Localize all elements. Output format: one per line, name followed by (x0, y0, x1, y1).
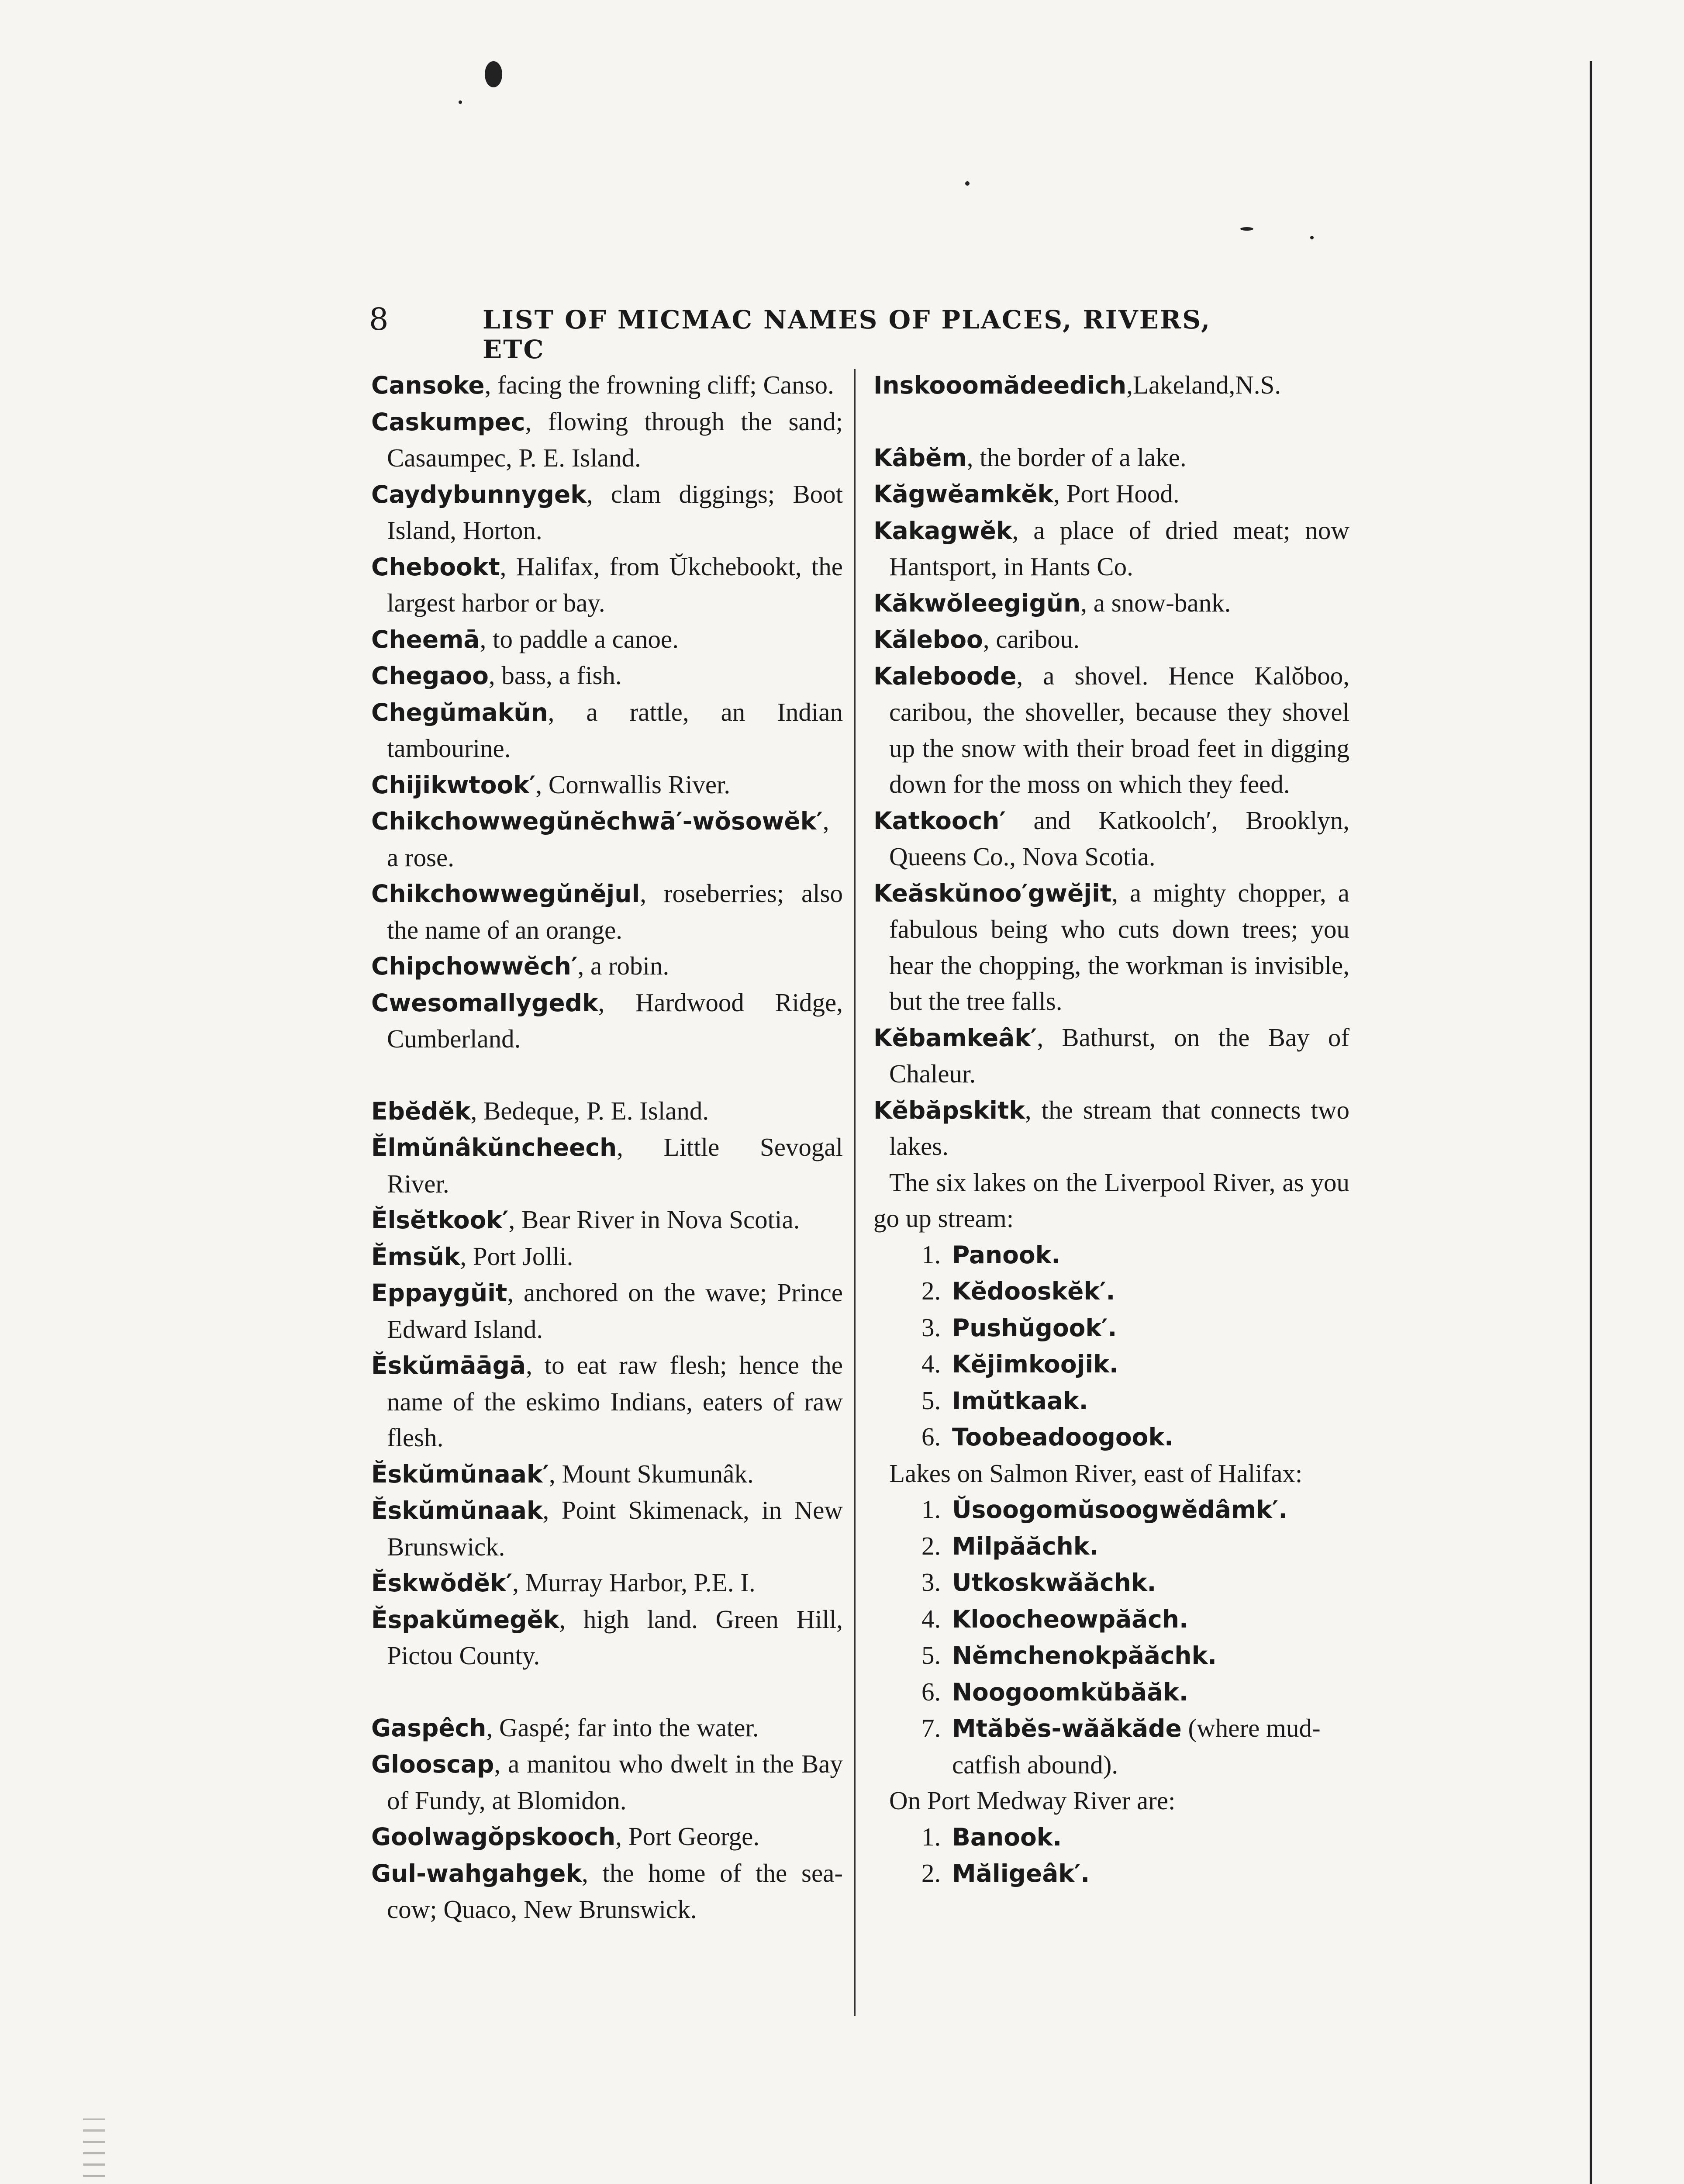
glossary-entry (371, 1565, 843, 1601)
entry-definition: , a place of dried meat; now Hantsport, in Hants Co. (889, 515, 1349, 581)
page-edge-noise (83, 2118, 105, 2184)
entry-definition: , the stream that connects two lakes. (889, 1095, 1349, 1161)
lake-name: Măligeâk′. (952, 1859, 1090, 1887)
lake-number: 7. (921, 1714, 941, 1742)
glossary-entry (371, 875, 843, 948)
entry-definition: , high land. Green Hill, Pictou County. (387, 1604, 843, 1670)
lake-name: Nĕmchenokpăăchk. (952, 1641, 1217, 1669)
liverpool-lakes-list (873, 1237, 1349, 1455)
entry-term: Chijikwtook′ (371, 771, 536, 799)
entry-term: Inskooomădeedich (873, 371, 1127, 399)
glossary-entry (371, 404, 843, 476)
lake-item (873, 1601, 1349, 1638)
entry-definition: , a rose. (387, 806, 829, 872)
entry-term: Eppaygŭit (371, 1279, 507, 1307)
ink-speck (1240, 227, 1253, 231)
entry-term: Ebĕdĕk (371, 1097, 471, 1125)
glossary-entry (873, 585, 1349, 622)
entry-term: Kăleboo (873, 625, 983, 653)
glossary-entry (873, 439, 1349, 476)
lake-note: (where mud-catfish abound). (952, 1714, 1321, 1779)
lake-number: 6. (921, 1422, 941, 1451)
lake-item (873, 1310, 1349, 1346)
lake-name: Imŭtkaak. (952, 1386, 1088, 1415)
entry-definition: , Hardwood Ridge, Cumberland. (387, 988, 843, 1053)
lake-name: Utkoskwăăchk. (952, 1569, 1156, 1597)
glossary-entry (371, 1492, 843, 1565)
salmon-lakes-list (873, 1491, 1349, 1783)
lake-number: 2. (921, 1531, 941, 1560)
lake-item (873, 1237, 1349, 1273)
ink-blot (485, 61, 502, 87)
entry-term: Chebookt (371, 553, 500, 581)
entry-term: Ĕskwŏdĕk′ (371, 1569, 513, 1597)
glossary-entry (371, 767, 843, 803)
lake-name: Toobeadoogook. (952, 1423, 1173, 1451)
lake-item (873, 1637, 1349, 1674)
entry-definition: , Halifax, from Ŭkchebookt, the largest harbor or bay. (387, 552, 843, 617)
entry-term: Kaleboode (873, 662, 1017, 690)
lake-number: 1. (921, 1240, 941, 1269)
entry-term: Chikchowwegŭnĕchwā′-wŏsowĕk′ (371, 807, 823, 835)
lake-name: Milpăăchk. (952, 1532, 1099, 1560)
ink-speck (965, 181, 970, 186)
entry-term: Goolwagŏpskooch (371, 1823, 616, 1851)
glossary-entry (371, 1129, 843, 1202)
entry-definition: , Point Skimenack, in New Brunswick. (387, 1496, 843, 1561)
entry-definition: , facing the frowning cliff; Canso. (484, 370, 834, 399)
lake-item (873, 1674, 1349, 1711)
entry-definition: , the home of the sea-cow; Quaco, New Brunswick. (387, 1858, 843, 1924)
running-title: LIST OF MICMAC NAMES OF PLACES, RIVERS, ETC (483, 305, 1211, 364)
entry-definition: , the border of a lake. (966, 442, 1187, 472)
glossary-entry (371, 1238, 843, 1275)
entry-term: Kăgwĕamkĕk (873, 480, 1054, 508)
lake-number: 2. (921, 1276, 941, 1305)
entry-definition: , bass, a fish. (488, 661, 622, 690)
entry-definition: , to eat raw flesh; hence the name of the eskimo Indians, eaters of raw flesh. (387, 1351, 843, 1452)
entry-term: Ĕlsĕtkook′ (371, 1206, 509, 1234)
glossary-entry (371, 1456, 843, 1493)
lake-item (873, 1382, 1349, 1419)
entry-definition: , Little Sevogal River. (387, 1133, 843, 1198)
entry-definition: , Bathurst, on the Bay of Chaleur. (889, 1023, 1349, 1088)
lake-name: Mtăbĕs-wăăkăde (952, 1714, 1182, 1742)
entry-term: Chikchowwegŭnĕjul (371, 880, 640, 908)
entry-term: Ĕmsŭk (371, 1242, 460, 1271)
entry-term: Kĕbăpskitk (873, 1096, 1025, 1124)
lake-item (873, 1564, 1349, 1601)
entry-definition: , a manitou who dwelt in the Bay of Fundy, at Blomidon. (387, 1749, 843, 1815)
right-entries (873, 367, 1349, 1165)
glossary-entry (873, 658, 1349, 802)
glossary-entry (371, 1818, 843, 1855)
entry-definition: , Bedeque, P. E. Island. (470, 1096, 709, 1125)
entry-term: Chegaoo (371, 662, 489, 690)
entry-definition: , anchored on the wave; Prince Edward Island. (387, 1278, 843, 1344)
liverpool-intro: The six lakes on the Liverpool River, as you go up stream: (873, 1168, 1349, 1233)
glossary-entry (873, 1092, 1349, 1165)
medway-intro: On Port Medway River are: (889, 1786, 1176, 1815)
lake-item (873, 1528, 1349, 1565)
lake-number: 3. (921, 1568, 941, 1597)
lake-item (873, 1819, 1349, 1856)
entry-definition: , Gaspé; far into the water. (486, 1713, 759, 1742)
lake-number: 4. (921, 1349, 941, 1378)
lake-number: 4. (921, 1604, 941, 1633)
lake-name: Kĕjimkoojik. (952, 1350, 1118, 1378)
glossary-entry (371, 803, 843, 875)
lake-name: Kĕdooskĕk′. (952, 1277, 1115, 1305)
glossary-entry (371, 621, 843, 658)
lake-item (873, 1855, 1349, 1892)
section-gap (371, 1674, 843, 1710)
right-column (873, 367, 1349, 1892)
entry-term: Kăkwŏleegigŭn (873, 589, 1081, 617)
left-column (371, 367, 843, 1928)
entry-definition: , roseberries; also the name of an orange. (387, 879, 843, 944)
glossary-entry (371, 1347, 843, 1456)
entry-term: Cheemā (371, 625, 480, 653)
page-number: 8 (369, 301, 390, 337)
lake-number: 3. (921, 1313, 941, 1342)
lake-name: Ŭsoogomŭsoogwĕdâmk′. (952, 1496, 1288, 1524)
glossary-entry (371, 985, 843, 1057)
lake-name: Noogoomkŭbăăk. (952, 1678, 1188, 1706)
glossary-entry (371, 1601, 843, 1674)
glossary-entry (371, 367, 843, 404)
glossary-entry (371, 476, 843, 549)
lake-number: 5. (921, 1386, 941, 1415)
lake-item (873, 1273, 1349, 1310)
entry-definition: , Cornwallis River. (535, 770, 731, 799)
entry-definition: , Bear River in Nova Scotia. (508, 1205, 800, 1234)
glossary-entry (371, 1202, 843, 1238)
glossary-entry (873, 512, 1349, 585)
glossary-entry (873, 1019, 1349, 1092)
entry-definition: and Katkoolch′, Brooklyn, Queens Co., Nova Scotia. (889, 805, 1349, 871)
entry-term: Ĕskŭmŭnaak (371, 1496, 543, 1524)
entry-term: Gul-wahgahgek (371, 1859, 582, 1887)
entry-definition: , Port George. (615, 1822, 760, 1851)
entry-definition: , Port Hood. (1053, 479, 1180, 508)
entry-definition: , a shovel. Hence Kalŏboo, caribou, the shoveller, because they shovel up the snow with their broad feet in digging down for the moss on which they feed. (889, 661, 1349, 798)
entry-term: Cwesomallygedk (371, 988, 598, 1017)
lake-number: 5. (921, 1641, 941, 1669)
entry-term: Ĕskŭmāāgā (371, 1351, 526, 1379)
lake-number: 6. (921, 1677, 941, 1706)
salmon-intro: Lakes on Salmon River, east of Halifax: (889, 1458, 1303, 1488)
entry-term: Keăskŭnoo′gwĕjit (873, 879, 1112, 907)
glossary-entry (371, 1093, 843, 1130)
medway-lakes-list (873, 1819, 1349, 1892)
entry-definition: , to paddle a canoe. (480, 624, 679, 653)
entry-term: Caskumpec (371, 408, 525, 436)
ink-speck (459, 100, 462, 104)
entry-definition: , Port Jolli. (460, 1241, 573, 1271)
entry-definition: , flowing through the sand; Casaumpec, P. E. Island. (387, 407, 843, 472)
lake-number: 1. (921, 1495, 941, 1524)
entry-term: Cansoke (371, 371, 485, 399)
glossary-entry (873, 802, 1349, 875)
entry-term: Kĕbamkeâk′ (873, 1023, 1037, 1052)
entry-term: Chegŭmakŭn (371, 698, 548, 726)
entry-definition: , a robin. (577, 951, 669, 980)
entry-term: Ĕskŭmŭnaak′ (371, 1460, 549, 1488)
entry-term: Ĕlmŭnâkŭncheech (371, 1133, 617, 1161)
running-header (369, 301, 1277, 364)
lake-item (873, 1491, 1349, 1528)
lake-number: 1. (921, 1822, 941, 1851)
entry-definition: ,Lakeland,N.S. (1126, 370, 1281, 399)
lake-item (873, 1419, 1349, 1455)
glossary-entry (873, 367, 1349, 404)
ink-speck (1310, 236, 1314, 239)
glossary-entry (371, 1855, 843, 1928)
glossary-entry (873, 621, 1349, 658)
column-divider (854, 369, 856, 2016)
entry-definition: , a rattle, an Indian tambourine. (387, 697, 843, 763)
entry-term: Katkooch′ (873, 806, 1006, 835)
page-edge-rule (1590, 61, 1592, 2184)
entry-definition: , a mighty chopper, a fabulous being who cuts down trees; you hear the chopping, the workman is invisible, but the tree falls. (889, 878, 1349, 1016)
entry-definition: , Mount Skumunâk. (549, 1459, 754, 1488)
lake-name: Pushŭgook′. (952, 1313, 1117, 1342)
lake-name: Panook. (952, 1241, 1061, 1269)
glossary-entry (873, 875, 1349, 1019)
lake-item (873, 1710, 1349, 1783)
lake-name: Banook. (952, 1823, 1062, 1851)
glossary-entry (371, 1275, 843, 1347)
section-gap (371, 1057, 843, 1093)
entry-definition: , clam diggings; Boot Island, Horton. (387, 479, 843, 545)
entry-definition: , a snow-bank. (1080, 588, 1231, 617)
lake-number: 2. (921, 1859, 941, 1887)
glossary-entry (371, 948, 843, 985)
entry-term: Kakagwĕk (873, 516, 1012, 545)
glossary-entry (371, 657, 843, 694)
entry-term: Ĕspakŭmegĕk (371, 1605, 559, 1634)
section-gap (873, 404, 1349, 439)
entry-definition: , Murray Harbor, P.E. I. (512, 1568, 756, 1597)
entry-term: Kâbĕm (873, 443, 967, 472)
entry-term: Caydybunnygek (371, 480, 587, 508)
entry-term: Chipchowwĕch′ (371, 952, 578, 980)
entry-definition: , caribou. (983, 625, 1080, 653)
entry-term: Gaspêch (371, 1714, 487, 1742)
glossary-entry (371, 549, 843, 621)
lake-item (873, 1346, 1349, 1382)
entry-term: Glooscap (371, 1750, 494, 1778)
glossary-entry (873, 476, 1349, 512)
glossary-entry (371, 694, 843, 767)
glossary-entry (371, 1746, 843, 1818)
glossary-entry (371, 1710, 843, 1746)
lake-name: Kloocheowpăăch. (952, 1605, 1188, 1633)
